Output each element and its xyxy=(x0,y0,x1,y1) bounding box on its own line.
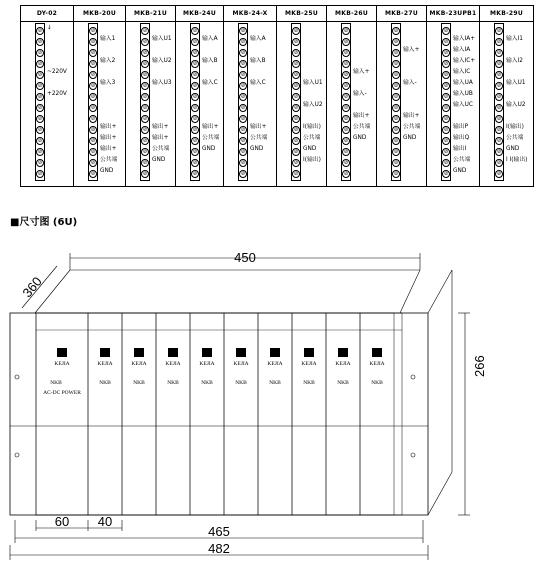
module-name: NKB xyxy=(303,380,315,386)
terminal-label: GND xyxy=(403,135,417,141)
column-title: MKB-29U xyxy=(480,7,533,22)
terminal-screw: ⊘ xyxy=(90,116,96,122)
module-plate xyxy=(88,313,122,515)
terminal-label: 输入UA xyxy=(453,80,473,86)
terminal-screw: ⊘ xyxy=(293,138,299,144)
terminal-label: 输出+ xyxy=(250,124,267,130)
terminal-screw: ⊘ xyxy=(496,116,502,122)
terminal-label: 输出+ xyxy=(152,135,169,141)
terminal-label: 输入2 xyxy=(100,58,116,64)
terminal-strip xyxy=(35,23,45,181)
terminal-label: ~220V xyxy=(47,69,67,75)
module-name: NKB xyxy=(201,380,213,386)
dim-266: 266 xyxy=(472,355,487,377)
terminal-screw: ⊘ xyxy=(393,72,399,78)
module-brand: KEJIA xyxy=(199,361,215,367)
terminal-screw: ⊘ xyxy=(142,138,148,144)
wiring-column xyxy=(74,6,126,186)
terminal-screw: ⊘ xyxy=(90,72,96,78)
rack-body xyxy=(10,313,428,515)
terminal-label: 输入U1 xyxy=(152,36,172,42)
terminal-strip xyxy=(238,23,248,181)
terminal-screw: ⊘ xyxy=(293,94,299,100)
terminal-label: GND xyxy=(506,146,520,152)
terminal-screw: ⊘ xyxy=(293,72,299,78)
terminal-screw: ⊘ xyxy=(192,72,198,78)
terminal-screw: ⊘ xyxy=(240,39,246,45)
wiring-diagram xyxy=(20,5,534,187)
terminal-screw: ⊘ xyxy=(192,50,198,56)
terminal-screw: ⊘ xyxy=(142,149,148,155)
terminal-screw: ⊘ xyxy=(443,83,449,89)
terminal-screw: ⊘ xyxy=(496,72,502,78)
terminal-screw: ⊘ xyxy=(293,160,299,166)
kejia-logo-icon xyxy=(372,348,382,357)
column-title: MKB-23UPB1 xyxy=(427,7,479,22)
terminal-screw: ⊘ xyxy=(443,50,449,56)
terminal-screw: ⊘ xyxy=(90,50,96,56)
terminal-strip xyxy=(88,23,98,181)
module-brand: KEJIA xyxy=(369,361,385,367)
kejia-logo-icon xyxy=(338,348,348,357)
terminal-screw: ⊘ xyxy=(192,127,198,133)
terminal-screw: ⊘ xyxy=(142,171,148,177)
terminal-screw: ⊘ xyxy=(496,61,502,67)
dimension-drawing xyxy=(0,240,547,561)
terminal-screw: ⊘ xyxy=(240,116,246,122)
terminal-screw: ⊘ xyxy=(90,127,96,133)
terminal-strip xyxy=(441,23,451,181)
terminal-screw: ⊘ xyxy=(37,116,43,122)
terminal-screw: ⊘ xyxy=(37,127,43,133)
terminal-screw: ⊘ xyxy=(293,61,299,67)
terminal-screw: ⊘ xyxy=(192,171,198,177)
terminal-screw: ⊘ xyxy=(343,127,349,133)
terminal-screw: ⊘ xyxy=(240,138,246,144)
wiring-column xyxy=(224,6,277,186)
terminal-screw: ⊘ xyxy=(293,171,299,177)
terminal-screw: ⊘ xyxy=(37,39,43,45)
terminal-screw: ⊘ xyxy=(393,61,399,67)
terminal-screw: ⊘ xyxy=(393,160,399,166)
terminal-screw: ⊘ xyxy=(142,72,148,78)
terminal-screw: ⊘ xyxy=(142,160,148,166)
terminal-label: 公共端 xyxy=(506,135,524,141)
mount-hole xyxy=(411,375,415,379)
terminal-label: 输入A xyxy=(202,36,218,42)
module-plate xyxy=(224,313,258,515)
terminal-screw: ⊘ xyxy=(90,83,96,89)
terminal-screw: ⊘ xyxy=(496,105,502,111)
terminal-label: I(输出) xyxy=(303,124,321,130)
terminal-screw: ⊘ xyxy=(240,171,246,177)
front-panel xyxy=(36,313,402,515)
terminal-label: GND xyxy=(353,135,367,141)
wiring-column xyxy=(176,6,224,186)
terminal-screw: ⊘ xyxy=(443,116,449,122)
terminal-label: 输入U1 xyxy=(303,80,323,86)
terminal-screw: ⊘ xyxy=(240,149,246,155)
terminal-screw: ⊘ xyxy=(192,83,198,89)
terminal-screw: ⊘ xyxy=(393,50,399,56)
terminal-screw: ⊘ xyxy=(496,94,502,100)
module-brand: KEJIA xyxy=(165,361,181,367)
terminal-screw: ⊘ xyxy=(343,160,349,166)
terminal-label: I(输出) xyxy=(303,157,321,163)
terminal-screw: ⊘ xyxy=(90,61,96,67)
module-name: NKB xyxy=(167,380,179,386)
terminal-screw: ⊘ xyxy=(443,94,449,100)
module-plate xyxy=(326,313,360,515)
terminal-screw: ⊘ xyxy=(343,94,349,100)
terminal-screw: ⊘ xyxy=(293,105,299,111)
terminal-label: 输出+ xyxy=(202,124,219,130)
terminal-screw: ⊘ xyxy=(393,83,399,89)
terminal-screw: ⊘ xyxy=(90,138,96,144)
terminal-label: 输入U3 xyxy=(152,80,172,86)
terminal-screw: ⊘ xyxy=(443,138,449,144)
terminal-screw: ⊘ xyxy=(37,171,43,177)
terminal-screw: ⊘ xyxy=(37,160,43,166)
wiring-column xyxy=(427,6,480,186)
terminal-screw: ⊘ xyxy=(192,105,198,111)
terminal-strip xyxy=(140,23,150,181)
terminal-strip xyxy=(190,23,200,181)
terminal-screw: ⊘ xyxy=(393,171,399,177)
terminal-label: 输入3 xyxy=(100,80,116,86)
terminal-screw: ⊘ xyxy=(343,138,349,144)
terminal-label: 输入IC xyxy=(453,69,471,75)
terminal-screw: ⊘ xyxy=(443,171,449,177)
terminal-screw: ⊘ xyxy=(343,149,349,155)
kejia-logo-icon xyxy=(100,348,110,357)
terminal-screw: ⊘ xyxy=(240,50,246,56)
terminal-screw: ⊘ xyxy=(142,105,148,111)
terminal-screw: ⊘ xyxy=(496,160,502,166)
terminal-label: ↓ xyxy=(47,25,52,31)
module-plate xyxy=(292,313,326,515)
terminal-label: 输出+ xyxy=(353,113,370,119)
perspective-line-left xyxy=(35,270,70,313)
terminal-label: 输入U1 xyxy=(506,80,526,86)
terminal-label: 输入IA+ xyxy=(453,36,476,42)
terminal-screw: ⊘ xyxy=(293,116,299,122)
dim-40: 40 xyxy=(97,514,113,529)
terminal-label: 输入I1 xyxy=(506,36,523,42)
terminal-screw: ⊘ xyxy=(443,127,449,133)
terminal-screw: ⊘ xyxy=(240,28,246,34)
dim-482: 482 xyxy=(208,541,230,556)
terminal-screw: ⊘ xyxy=(37,83,43,89)
mount-hole xyxy=(411,453,415,457)
module-brand: KEJIA xyxy=(131,361,147,367)
terminal-label: 输入C xyxy=(250,80,266,86)
module-name: NKB xyxy=(269,380,281,386)
module-plate xyxy=(156,313,190,515)
terminal-label: 输入- xyxy=(353,91,367,97)
terminal-screw: ⊘ xyxy=(192,149,198,155)
terminal-label: +220V xyxy=(47,91,67,97)
terminal-screw: ⊘ xyxy=(293,127,299,133)
module-brand: KEJIA xyxy=(335,361,351,367)
terminal-screw: ⊘ xyxy=(293,50,299,56)
terminal-label: 输出Q xyxy=(453,135,470,141)
terminal-screw: ⊘ xyxy=(37,94,43,100)
terminal-label: 输入U2 xyxy=(303,102,323,108)
terminal-screw: ⊘ xyxy=(142,50,148,56)
terminal-label: GND xyxy=(100,168,114,174)
column-title: DY-02 xyxy=(21,7,73,22)
terminal-screw: ⊘ xyxy=(343,61,349,67)
terminal-screw: ⊘ xyxy=(240,127,246,133)
terminal-screw: ⊘ xyxy=(240,83,246,89)
module-brand: KEJIA xyxy=(267,361,283,367)
wiring-column xyxy=(480,6,533,186)
module-subtitle: AC-DC POWER xyxy=(43,390,81,396)
terminal-screw: ⊘ xyxy=(142,39,148,45)
terminal-screw: ⊘ xyxy=(293,28,299,34)
wiring-column xyxy=(21,6,74,186)
module-brand: KEJIA xyxy=(97,361,113,367)
kejia-logo-icon xyxy=(134,348,144,357)
kejia-logo-icon xyxy=(202,348,212,357)
terminal-screw: ⊘ xyxy=(393,94,399,100)
terminal-label: 输出P xyxy=(453,124,469,130)
terminal-screw: ⊘ xyxy=(443,105,449,111)
terminal-screw: ⊘ xyxy=(496,28,502,34)
dim-450: 450 xyxy=(234,250,256,265)
terminal-screw: ⊘ xyxy=(37,50,43,56)
terminal-screw: ⊘ xyxy=(192,138,198,144)
terminal-screw: ⊘ xyxy=(192,39,198,45)
terminal-screw: ⊘ xyxy=(393,39,399,45)
terminal-screw: ⊘ xyxy=(293,149,299,155)
terminal-screw: ⊘ xyxy=(496,50,502,56)
terminal-screw: ⊘ xyxy=(343,50,349,56)
terminal-screw: ⊘ xyxy=(393,127,399,133)
terminal-screw: ⊘ xyxy=(443,149,449,155)
terminal-label: 公共端 xyxy=(303,135,321,141)
dim-360: 360 xyxy=(19,273,45,301)
perspective-line-right xyxy=(400,270,420,313)
terminal-screw: ⊘ xyxy=(192,94,198,100)
terminal-screw: ⊘ xyxy=(443,72,449,78)
module-name: NKB xyxy=(337,380,349,386)
terminal-screw: ⊘ xyxy=(37,28,43,34)
column-title: MKB-21U xyxy=(126,7,175,22)
terminal-screw: ⊘ xyxy=(240,94,246,100)
terminal-screw: ⊘ xyxy=(90,160,96,166)
mount-hole xyxy=(15,453,19,457)
column-title: MKB-26U xyxy=(327,7,376,22)
terminal-screw: ⊘ xyxy=(37,61,43,67)
terminal-label: 输入UC xyxy=(453,102,473,108)
terminal-label: 输入U2 xyxy=(152,58,172,64)
kejia-logo-icon xyxy=(236,348,246,357)
terminal-screw: ⊘ xyxy=(37,105,43,111)
terminal-screw: ⊘ xyxy=(142,61,148,67)
wiring-column xyxy=(277,6,327,186)
terminal-screw: ⊘ xyxy=(90,105,96,111)
wiring-column xyxy=(126,6,176,186)
terminal-screw: ⊘ xyxy=(343,116,349,122)
terminal-screw: ⊘ xyxy=(443,160,449,166)
terminal-screw: ⊘ xyxy=(90,149,96,155)
terminal-screw: ⊘ xyxy=(192,61,198,67)
terminal-label: GND xyxy=(453,168,467,174)
terminal-screw: ⊘ xyxy=(192,28,198,34)
terminal-label: 输入C xyxy=(202,80,218,86)
terminal-label: 输入I2 xyxy=(506,58,523,64)
terminal-label: 公共端 xyxy=(250,135,268,141)
terminal-label: 公共端 xyxy=(152,146,170,152)
terminal-screw: ⊘ xyxy=(496,39,502,45)
terminal-screw: ⊘ xyxy=(443,61,449,67)
terminal-screw: ⊘ xyxy=(142,28,148,34)
module-brand: KEJIA xyxy=(301,361,317,367)
terminal-label: GND xyxy=(250,146,264,152)
module-name: NKB xyxy=(235,380,247,386)
terminal-label: 公共端 xyxy=(403,124,421,130)
terminal-strip xyxy=(391,23,401,181)
module-plate xyxy=(190,313,224,515)
column-title: MKB-25U xyxy=(277,7,326,22)
terminal-label: I I(输出) xyxy=(506,157,528,163)
terminal-screw: ⊘ xyxy=(293,39,299,45)
terminal-screw: ⊘ xyxy=(293,83,299,89)
terminal-screw: ⊘ xyxy=(37,138,43,144)
terminal-screw: ⊘ xyxy=(142,94,148,100)
module-name: NKB xyxy=(371,380,383,386)
terminal-label: 输入+ xyxy=(353,69,370,75)
wiring-column xyxy=(327,6,377,186)
terminal-label: 输出I xyxy=(453,146,467,152)
terminal-screw: ⊘ xyxy=(343,171,349,177)
terminal-screw: ⊘ xyxy=(443,28,449,34)
module-plate xyxy=(360,313,394,515)
column-title: MKB-24U xyxy=(176,7,223,22)
terminal-screw: ⊘ xyxy=(343,39,349,45)
terminal-screw: ⊘ xyxy=(90,171,96,177)
terminal-screw: ⊘ xyxy=(496,138,502,144)
terminal-strip xyxy=(341,23,351,181)
terminal-screw: ⊘ xyxy=(90,39,96,45)
terminal-screw: ⊘ xyxy=(240,61,246,67)
kejia-logo-icon xyxy=(304,348,314,357)
terminal-screw: ⊘ xyxy=(343,83,349,89)
terminal-screw: ⊘ xyxy=(192,116,198,122)
kejia-logo-icon xyxy=(168,348,178,357)
terminal-screw: ⊘ xyxy=(496,171,502,177)
terminal-label: 输入U2 xyxy=(506,102,526,108)
terminal-label: 输出+ xyxy=(403,113,420,119)
dim-60: 60 xyxy=(54,514,70,529)
terminal-strip xyxy=(494,23,504,181)
terminal-label: 输入UB xyxy=(453,91,473,97)
terminal-label: 输出+ xyxy=(100,124,117,130)
terminal-screw: ⊘ xyxy=(90,28,96,34)
terminal-screw: ⊘ xyxy=(393,116,399,122)
terminal-screw: ⊘ xyxy=(496,149,502,155)
terminal-label: I(输出) xyxy=(506,124,524,130)
terminal-screw: ⊘ xyxy=(393,149,399,155)
terminal-label: 公共端 xyxy=(100,157,118,163)
module-name: NKB xyxy=(50,380,62,386)
terminal-label: 输入B xyxy=(202,58,218,64)
terminal-label: 输入+ xyxy=(403,47,420,53)
module-plate xyxy=(36,313,88,515)
terminal-label: 输入IC+ xyxy=(453,58,476,64)
terminal-label: 输出+ xyxy=(100,135,117,141)
terminal-screw: ⊘ xyxy=(37,72,43,78)
module-brand: KEJIA xyxy=(54,361,70,367)
wiring-column xyxy=(377,6,427,186)
terminal-screw: ⊘ xyxy=(393,105,399,111)
terminal-screw: ⊘ xyxy=(192,160,198,166)
terminal-screw: ⊘ xyxy=(343,72,349,78)
terminal-screw: ⊘ xyxy=(496,83,502,89)
dim-465: 465 xyxy=(208,524,230,539)
terminal-screw: ⊘ xyxy=(37,149,43,155)
terminal-screw: ⊘ xyxy=(496,127,502,133)
terminal-screw: ⊘ xyxy=(443,39,449,45)
terminal-label: 输出+ xyxy=(152,124,169,130)
terminal-label: 输入A xyxy=(250,36,266,42)
terminal-screw: ⊘ xyxy=(343,105,349,111)
terminal-label: GND xyxy=(303,146,317,152)
terminal-label: 公共端 xyxy=(453,157,471,163)
column-title: MKB-24-X xyxy=(224,7,276,22)
terminal-screw: ⊘ xyxy=(240,105,246,111)
terminal-label: 输入- xyxy=(403,80,417,86)
section-title: ■尺寸图 (6U) xyxy=(10,217,78,228)
mount-hole xyxy=(15,375,19,379)
kejia-logo-icon xyxy=(57,348,67,357)
terminal-label: 输入IA xyxy=(453,47,471,53)
terminal-screw: ⊘ xyxy=(142,127,148,133)
terminal-screw: ⊘ xyxy=(393,138,399,144)
terminal-label: GND xyxy=(202,146,216,152)
terminal-screw: ⊘ xyxy=(343,28,349,34)
terminal-label: 输入B xyxy=(250,58,266,64)
terminal-label: GND xyxy=(152,157,166,163)
module-name: NKB xyxy=(133,380,145,386)
module-plate xyxy=(122,313,156,515)
terminal-label: 公共端 xyxy=(353,124,371,130)
terminal-screw: ⊘ xyxy=(393,28,399,34)
column-title: MKB-20U xyxy=(74,7,125,22)
module-name: NKB xyxy=(99,380,111,386)
terminal-screw: ⊘ xyxy=(240,160,246,166)
terminal-strip xyxy=(291,23,301,181)
terminal-screw: ⊘ xyxy=(142,116,148,122)
column-title: MKB-27U xyxy=(377,7,426,22)
terminal-label: 输入1 xyxy=(100,36,116,42)
terminal-screw: ⊘ xyxy=(142,83,148,89)
module-brand: KEJIA xyxy=(233,361,249,367)
module-plate xyxy=(258,313,292,515)
terminal-label: 公共端 xyxy=(202,135,220,141)
terminal-screw: ⊘ xyxy=(90,94,96,100)
terminal-label: 输出+ xyxy=(100,146,117,152)
kejia-logo-icon xyxy=(270,348,280,357)
terminal-screw: ⊘ xyxy=(240,72,246,78)
